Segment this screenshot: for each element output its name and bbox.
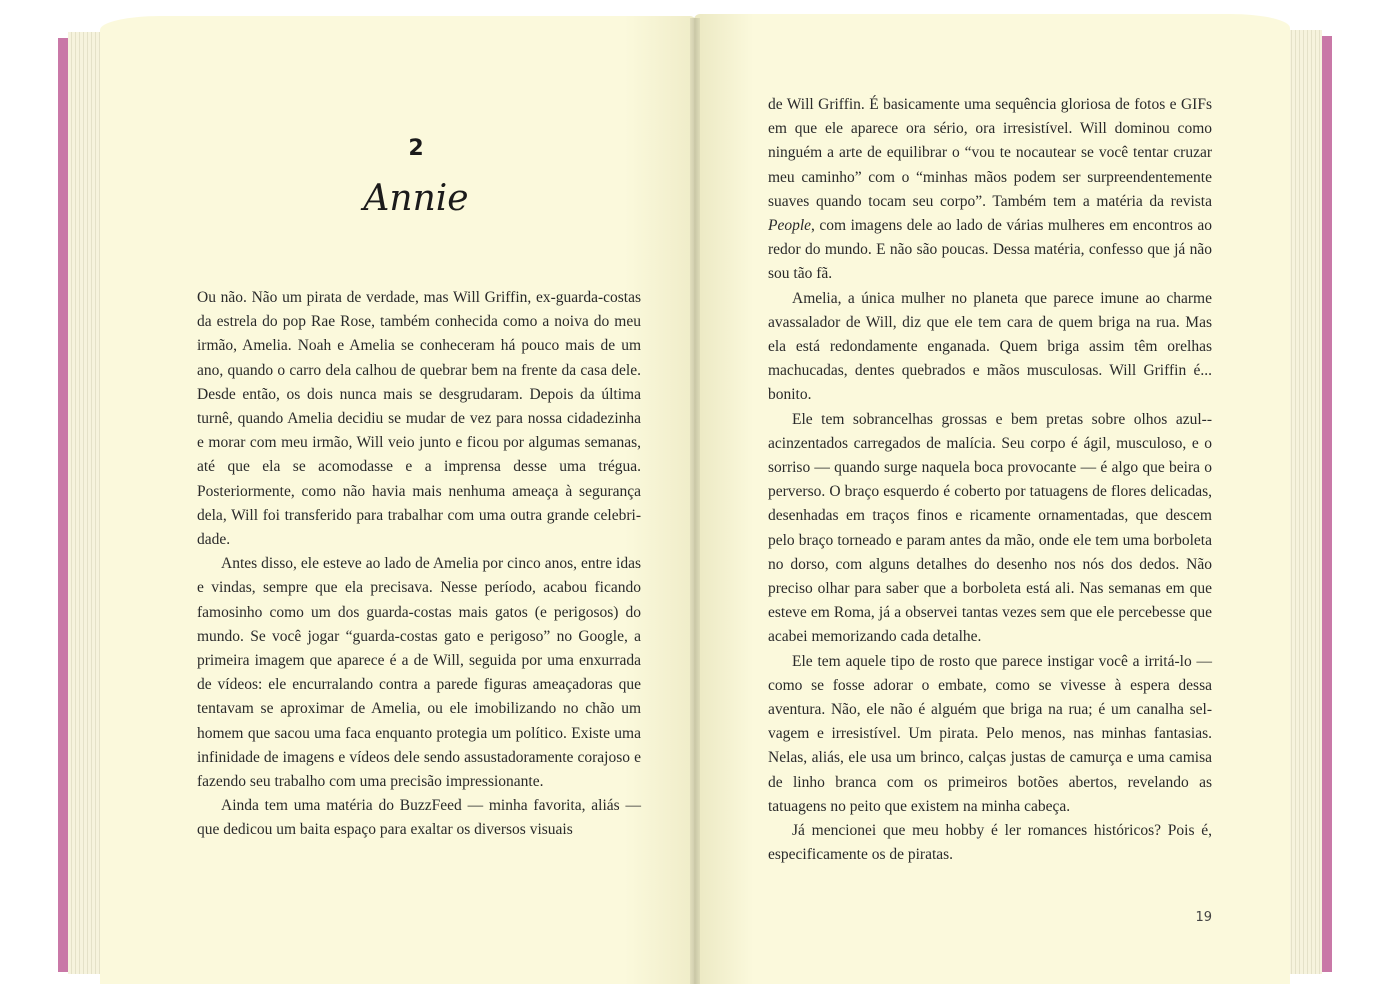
- book-gutter: [690, 18, 700, 984]
- paragraph: de Will Griffin. É basicamente uma sequência gloriosa de fotos e GIFs em que ele aparece ora sério, ora irresistível. Will dominou como ninguém a arte de equilibrar o “vou te nocautear se você tentar cruzar meu caminho” com o “minhas mãos podem ser surpreendentemente suaves quando tocam seu corpo”. Também tem a matéria da revista People, com imagens dele ao lado de várias mulheres em encontros ao redor do mundo. E não são poucas. Dessa matéria, confesso que já não sou tão fã.: [768, 96, 1212, 283]
- chapter-title: Annie: [363, 178, 469, 219]
- paragraph: Antes disso, ele esteve ao lado de Amelia por cinco anos, entre idas e vindas, sempre que ela precisava. Nesse período, acabou ficando famosinho como um dos guarda-costas mais gatos (e perigosos) do mundo. Se você jogar “guarda-costas gato e perigoso” no Google, a primeira imagem que aparece é a de Will, seguida por uma enxurrada de vídeos: ele encurralando contra a parede figuras ameaçadoras que tentavam se aproximar de Amelia, ou ele imobilizando no chão um homem que sacou uma faca enquanto protegia um político. Existe uma infinidade de imagens e vídeos dele sendo assustadoramente corajoso e fazendo seu trabalho com uma precisão impressionante.: [197, 555, 641, 791]
- book-cover-edge-right: [1322, 36, 1332, 972]
- paragraph: Ele tem sobrancelhas grossas e bem pretas sobre olhos azul-acinzentados carregados de malícia. Seu corpo é ágil, musculoso, e o sorriso — quando surge naquela boca provocante — é algo que beira o perverso. O braço esquerdo é coberto por tatuagens de flores delicadas, desenhadas em traços finos e ricamente ornamentadas, que descem pelo braço torneado e param antes da mão, onde ele tem uma borboleta no dorso, com alguns detalhes do desenho nos nós dos dedos. Não preciso olhar para saber que a borboleta está ali. Nas semanas em que esteve em Roma, já a observei tantas vezes sem que ele percebesse que acabei memorizando cada detalhe.: [768, 410, 1212, 646]
- paragraph: Ou não. Não um pirata de verdade, mas Will Griffin, ex-guarda-costas da estrela do pop Rae Rose, também conhecida como a noiva do meu irmão, Amelia. Noah e Amelia se conheceram há pouco mais de um ano, quando o carro dela calhou de quebrar bem na frente da casa dele. Desde então, os dois nunca mais se desgrudaram. Depois da última turnê, quando Amelia decidiu se mudar de vez para nossa cidadezinha e morar com meu irmão, Will veio junto e ficou por algumas semanas, até que ela se acomodasse e a imprensa desse uma trégua. Posteriormente, como não havia mais nenhuma ameaça à segurança dela, Will foi transferido para trabalhar com uma outra grande celebridade.: [197, 289, 641, 549]
- book-cover-edge-left: [58, 38, 68, 972]
- page-number: 19: [1195, 910, 1212, 925]
- chapter-number: 2: [408, 136, 424, 161]
- paragraph: Ele tem aquele tipo de rosto que parece instigar você a irritá-lo — como se fosse adorar o embate, como se vivesse à espera dessa aventura. Não, ele não é alguém que briga na rua; é um canalha selvagem e irresistível. Um pirata. Pelo menos, nas minhas fantasias. Nelas, aliás, ele usa um brinco, calças justas de camurça e uma camisa de linho branca com os primeiros botões abertos, revelando as tatuagens no peito que existem na minha cabeça.: [768, 652, 1212, 815]
- paragraph: Ainda tem uma matéria do BuzzFeed — minha favorita, aliás — que dedicou um baita espaço para exaltar os diversos visuais: [197, 797, 641, 839]
- paragraph: Amelia, a única mulher no planeta que parece imune ao charme avassalador de Will, diz que ele tem cara de quem briga na rua. Mas ela está redondamente enganada. Quem briga assim têm orelhas machucadas, dentes quebrados e mãos musculosas. Will Griffin é... bonito.: [768, 289, 1212, 404]
- left-page-text: [197, 286, 641, 843]
- right-page-text: [768, 93, 1212, 868]
- paragraph: Já mencionei que meu hobby é ler romances históricos? Pois é, especificamente os de piratas.: [768, 822, 1212, 864]
- magazine-title: People: [768, 217, 812, 235]
